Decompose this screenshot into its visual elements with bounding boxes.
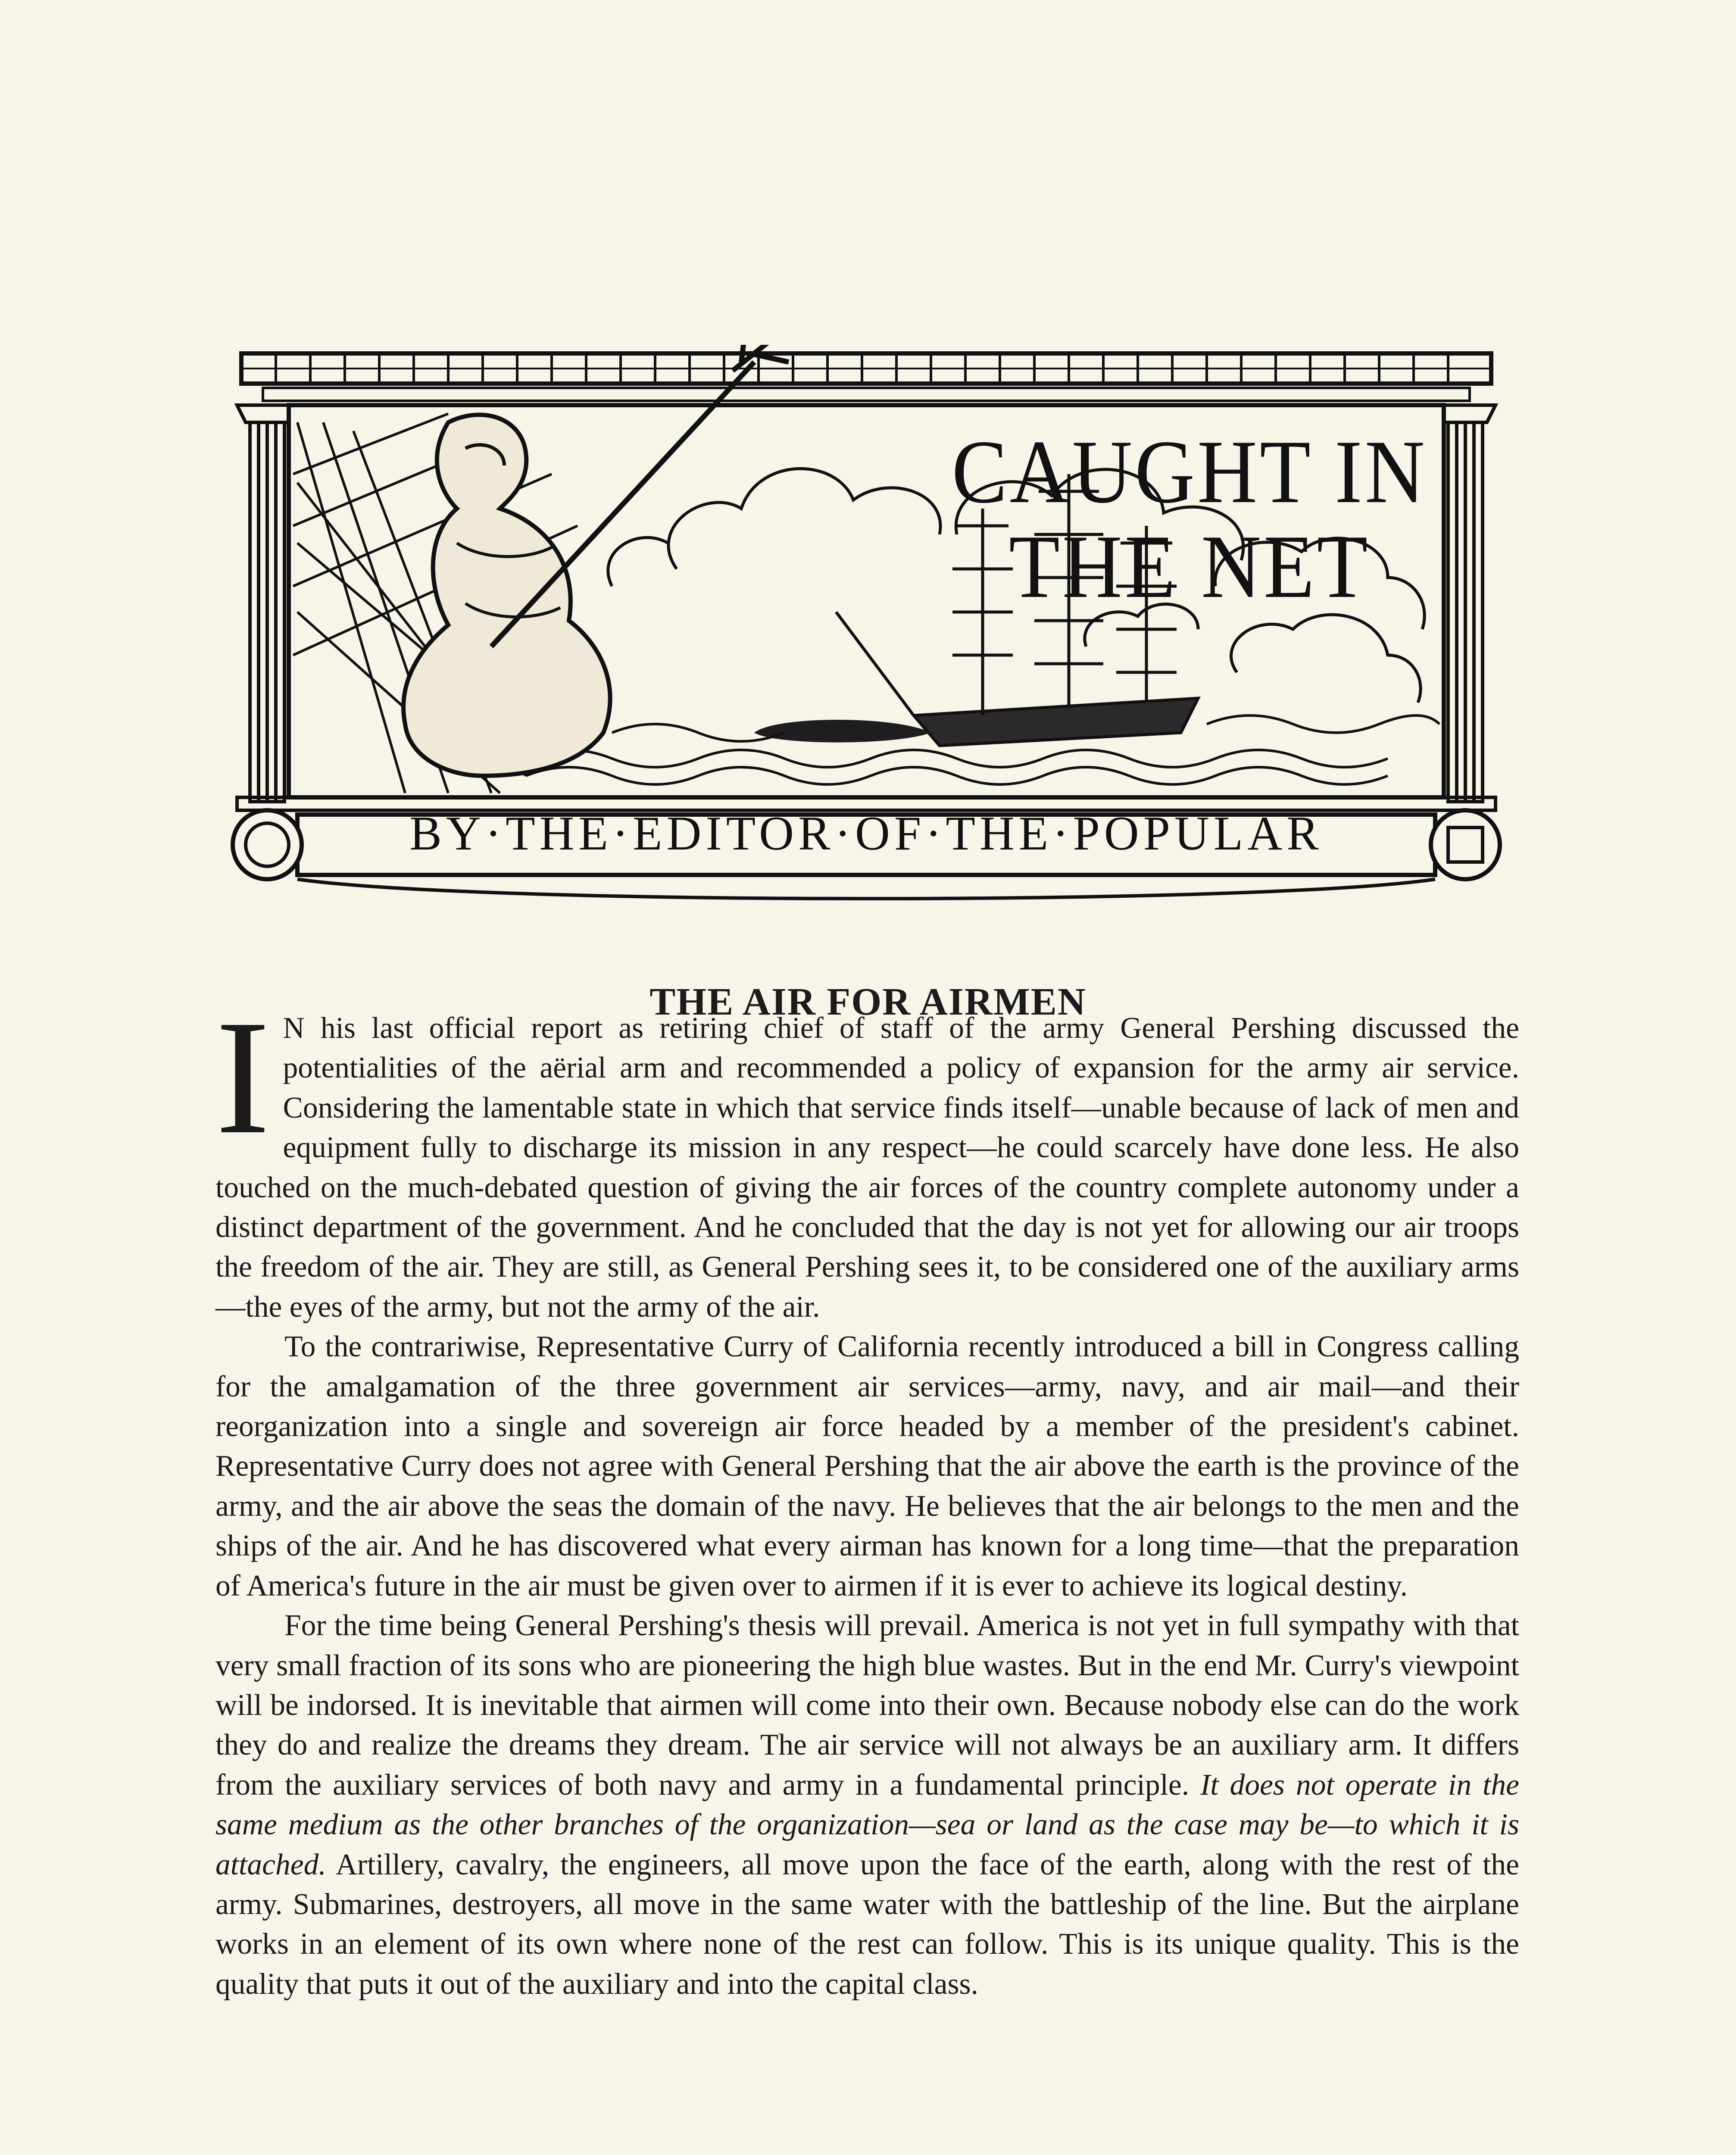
article-paragraph-3 xyxy=(215,1606,1519,2004)
paragraph-3-text-b: Artillery, cavalry, the engineers, all move upon the face of the earth, along with the rest of the army. Submarines, destroyers, all move in the same water with the battleship of the line. But the airplane works in an element of its own where none of the rest can follow. This is its unique quality. This is the quality that puts it out of the auxiliary and into the capital class. xyxy=(215,1848,1519,2001)
drop-cap: I xyxy=(215,987,270,1168)
paragraph-1-text: N his last official report as retiring chief of staff of the army General Pershing discussed the potentialities of the aërial arm and recommended a policy of expansion for the army air service. Considering the lamentable state in which that service finds itself—unable because of lack of men and equipment fully to discharge its mission in any respect—he could scarcely have done less. He also touched on the much-debated question of giving the air forces of the country complete autonomy under a distinct department of the government. And he concluded that the day is not yet for allowing our air troops the freedom of the air. They are still, as General Pershing sees it, to be considered one of the auxiliary arms—the eyes of the army, but not the army of the air. xyxy=(215,1012,1519,1324)
header-illustration xyxy=(224,345,1508,918)
article-headline: THE AIR FOR AIRMEN xyxy=(649,981,1087,1024)
byline: BY·THE·EDITOR·OF·THE·POPULAR xyxy=(409,807,1323,860)
paragraph-3-text-a: For the time being General Pershing's thesis will prevail. America is not yet in full sympathy with that very small fraction of its sons who are pioneering the high blue wastes. But in the end Mr. Curry's viewpoint will be indorsed. It is inevitable that airmen will come into their own. Because nobody else can do the work they do and realize the dreams they dream. The air service will not always be an auxiliary arm. It differs from the auxiliary services of both navy and army in a fundamental principle. xyxy=(215,1609,1519,1802)
feature-title-line1: CAUGHT IN xyxy=(952,422,1427,522)
feature-title-line2: THE NET xyxy=(1009,517,1371,617)
article-paragraph-2: To the contrariwise, Representative Curry of California recently introduced a bill in Congress calling for the amalgamation of the three government air services—army, navy, and air mail—and their reorganization into a single and sovereign air force headed by a member of the president's cabinet. Representative Curry does not agree with General Pershing that the air above the earth is the province of the army, and the air above the seas the domain of the navy. He believes that the air belongs to the men and the ships of the air. And he has discovered what every airman has known for a long time—that the preparation of America's future in the air must be given over to airmen if it is ever to achieve its logical destiny. xyxy=(215,1330,1519,1602)
paragraph-3-italic: It does not operate in the same medium as the other branches of the organization—sea or land as the case may be—to which it is attached. xyxy=(215,1768,1519,1881)
